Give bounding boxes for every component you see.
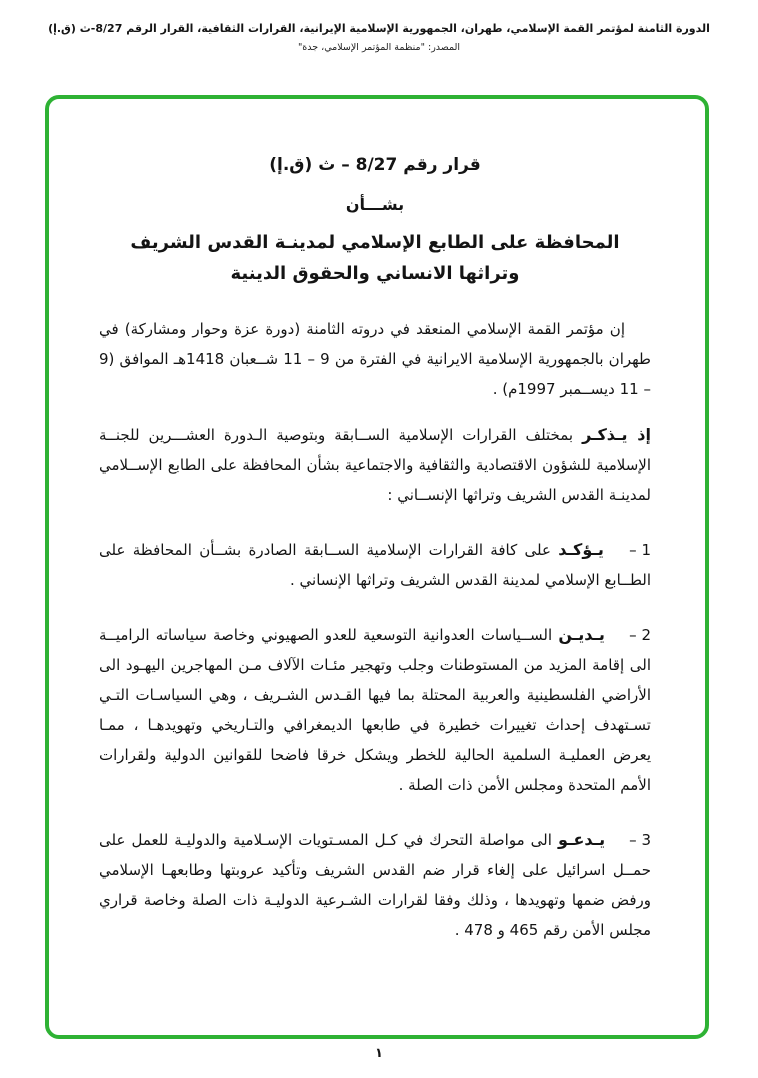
- header-citation: الدورة الثامنة لمؤتمر القمة الإسلامي، طهران، الجمهورية الإسلامية الإيرانية، القرارات الثقافية، القرار الرقم 8/27-ث (ق.إ): [48, 22, 710, 35]
- recalling-lead: إذ يـذكـر: [582, 425, 651, 444]
- title-regarding: بشـــأن: [345, 195, 405, 214]
- recalling-text: بمختلف القرارات الإسلامية الســابقة وبتوصية الـدورة العشـــرين للجنــة الإسلامية للشؤون الاقتصادية والثقافية والاجتماعية بشأن المحافظة على الطابع الإســلامي لمدينـة القدس الشريف وتراثها الإنســاني :: [99, 426, 651, 504]
- item-1-lead: يـؤكـد: [558, 540, 604, 559]
- item-2-number: 2 –: [629, 626, 651, 644]
- document-frame: [45, 95, 709, 1039]
- resolution-number-title: قرار رقم 8/27 – ث (ق.إ): [269, 155, 481, 175]
- item-1-text: على كافة القرارات الإسلامية الســابقة الصادرة بشــأن المحافظة على الطــابع الإسلامي لمدينة القدس الشريف وتراثها الإنساني .: [99, 541, 651, 589]
- document-header: [12, 20, 746, 53]
- item-2-text: الســياسات العدوانية التوسعية للعدو الصهيوني وخاصة سياساته الراميــة الى إقامة المزيد من المستوطنات وجلب وتهجير مئـات الآلاف مـن المهاجرين اليهـود الى الأراضي الفلسطينية والعربية المحتلة بما فيها القـدس الشـريف ، وهي السياسـات التـي تسـتهدف إحداث تغييرات خطيرة في طابعها الديمغرافي والتـاريخي وتهويدهـا ، ممـا يعرض العمليـة السلمية الحالية للخطر ويشكل خرقا فاضحا للقوانين الدولية ولقرارات الأمم المتحدة ومجلس الأمن ذات الصلة .: [99, 626, 651, 794]
- page-number: ١: [375, 1046, 383, 1061]
- title-subject-line1: المحافظة على الطابع الإسلامي لمدينـة القدس الشريف: [130, 232, 620, 253]
- item-1-number: 1 –: [629, 541, 651, 559]
- item-3-lead: يـدعـو: [557, 830, 606, 849]
- item-3-number: 3 –: [629, 831, 651, 849]
- preamble-text: إن مؤتمر القمة الإسلامي المنعقد في دروته الثامنة (دورة عزة وحوار ومشاركة) في طهران بالجمهورية الإسلامية الايرانية في الفترة من 9 – 11 شــعبان 1418هـ الموافق (9 – 11 ديســمبر 1997م) .: [99, 320, 651, 398]
- document-body: [49, 99, 705, 945]
- preamble-paragraph: [99, 314, 651, 404]
- item-3-text: الى مواصلة التحرك في كـل المسـتويات الإسـلامية والدوليـة للعمل على حمــل اسرائيل على إلغاء قرار ضم القدس الشريف وتأكيد عروبتها وطابعهـا الإسلامي ورفض ضمها وتهويدها ، وذلك وفقا لقرارات الشـرعية الدوليـة ذات الصلة وخاصة قراري مجلس الأمن رقم 465 و 478 .: [99, 831, 651, 939]
- resolution-item-1: [99, 535, 651, 595]
- title-subject-line2: وتراثها الانساني والحقوق الدينية: [230, 263, 520, 284]
- item-2-lead: يـديـن: [558, 625, 605, 644]
- resolution-item-3: [99, 825, 651, 945]
- recalling-paragraph: [99, 420, 651, 510]
- header-source: المصدر: "منظمة المؤتمر الإسلامي، جدة": [297, 41, 461, 53]
- resolution-item-2: [99, 620, 651, 800]
